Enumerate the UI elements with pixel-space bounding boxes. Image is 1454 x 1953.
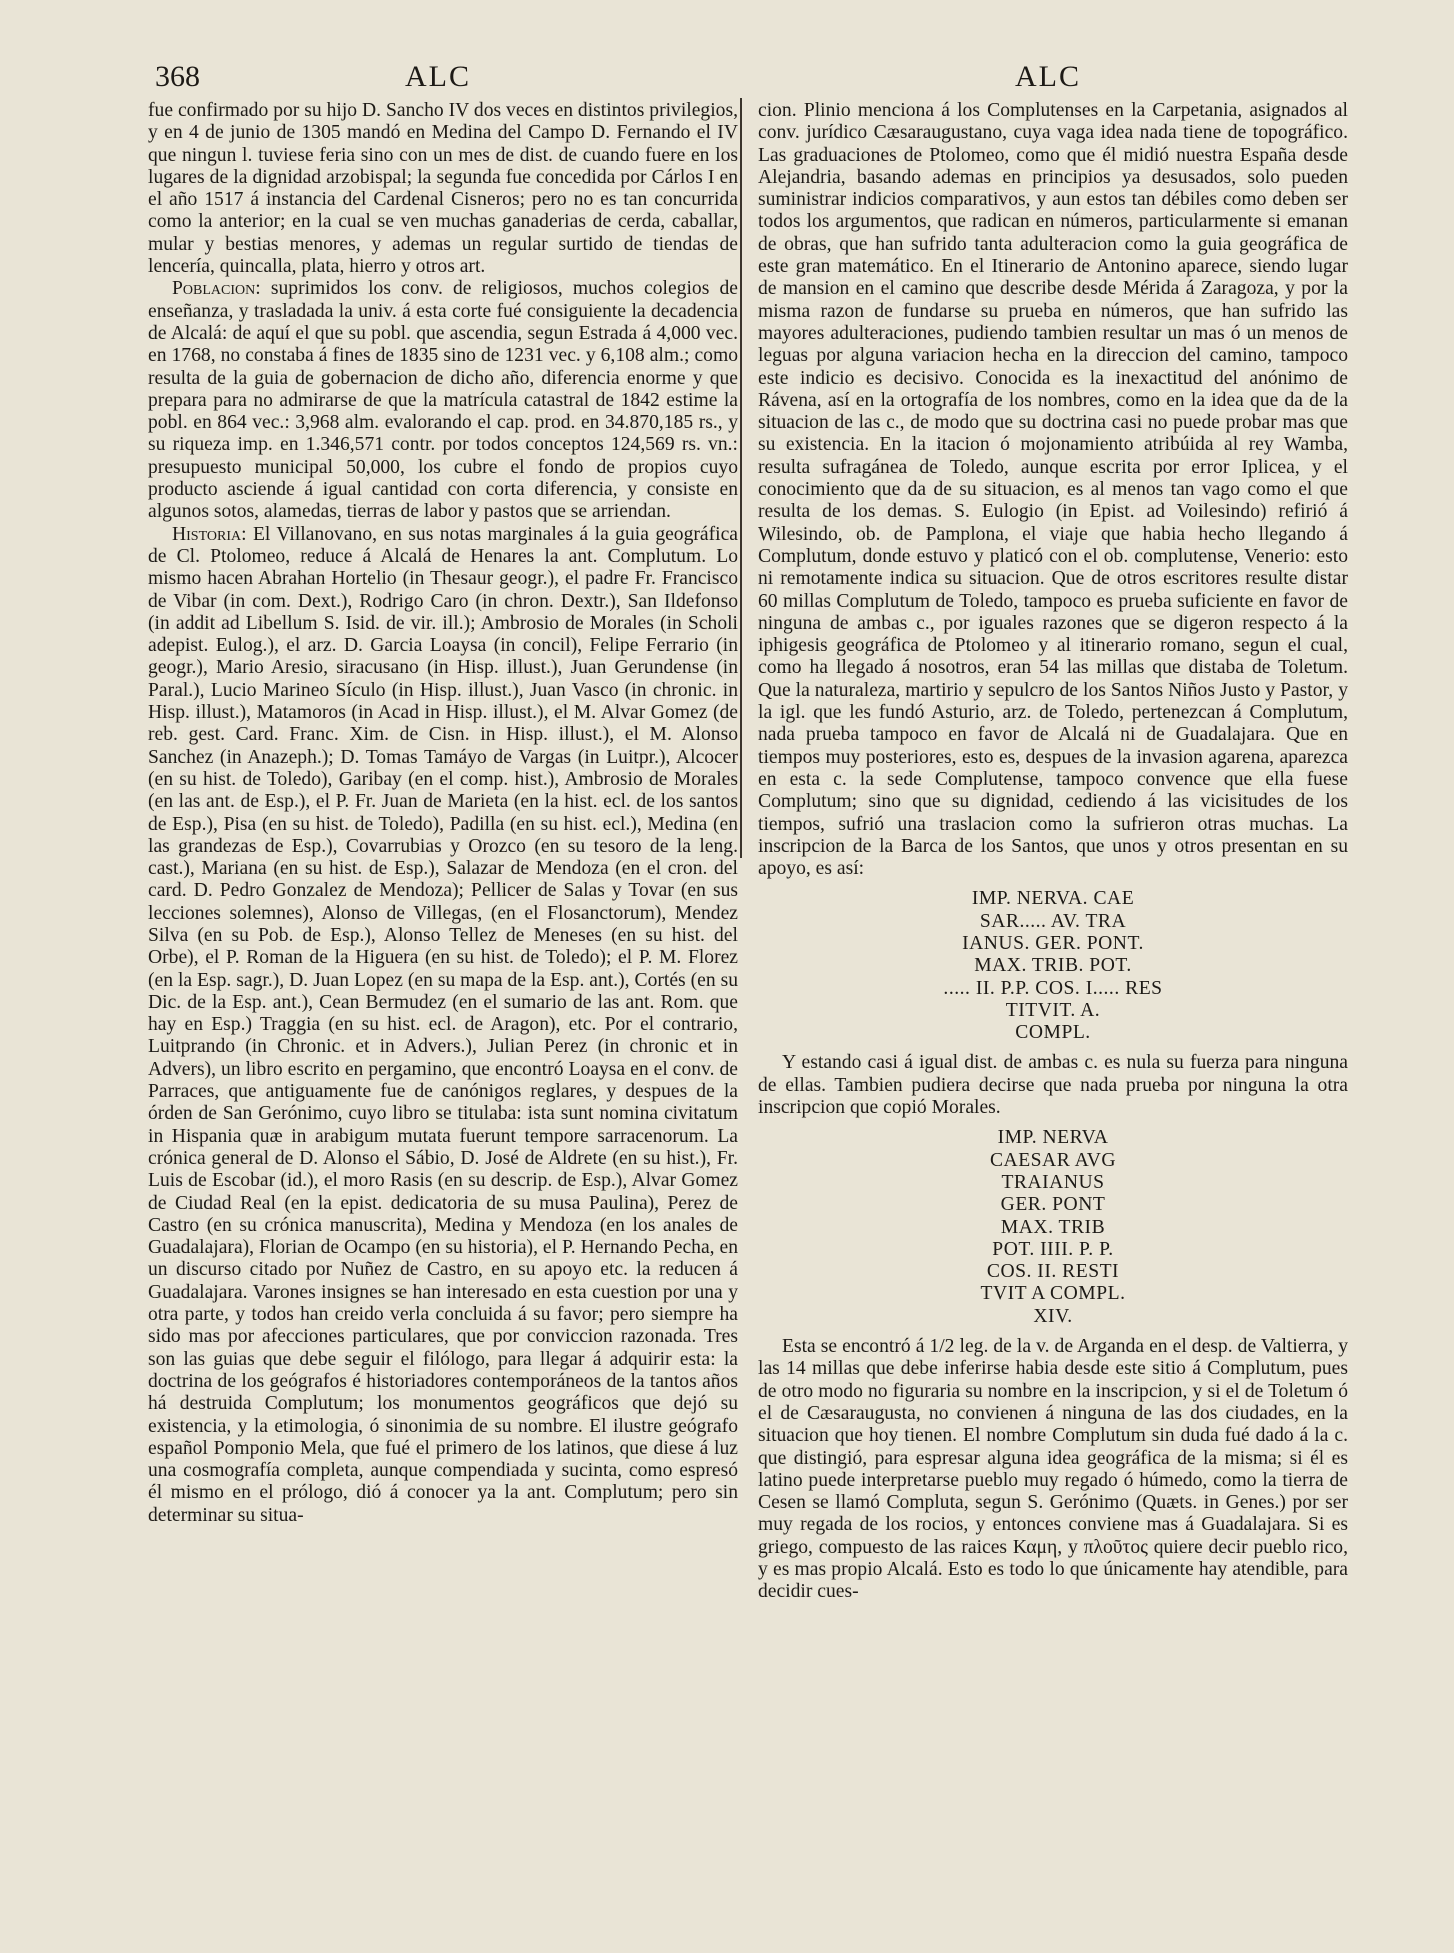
section-label-historia: Historia: — [172, 523, 247, 545]
right-column — [758, 100, 1348, 1860]
inscription-line: TITVIT. A. — [1005, 999, 1101, 1021]
running-head-right: ALC — [1015, 60, 1081, 93]
inscription-line: COMPL. — [1015, 1022, 1091, 1044]
inscription-line: GER. PONT — [1000, 1194, 1106, 1216]
page-header — [155, 60, 1345, 104]
inscription-line: IMP. NERVA — [997, 1127, 1109, 1149]
inscription-line: XIV. — [1033, 1305, 1073, 1327]
inscription-barca — [758, 888, 1348, 1044]
paragraph-poblacion — [148, 278, 738, 523]
paragraph-historia — [148, 524, 738, 1527]
paragraph-situacion: cion. Plinio menciona á los Complutenses en la Carpetania, asignados al conv. jurídico Cæsaraugustano, cuya vaga idea nada tiene de topográfico. Las graduaciones de Ptolomeo, como que él midió nuestra España desde Alejandria, basando ademas en principios ya desusados, solo pueden suministrar indicios comparativos, y aun estos tan débiles como deben ser todos los argumentos, que radican en números, particularmente si emanan de obras, que han sufrido tanta adulteracion como la guia geográfica de este gran matemático. En el Itinerario de Antonino aparece, siendo lugar de mansion en el camino que describe desde Mérida á Zaragoza, y por la misma razon de fundarse su prueba en números, que han sufrido las mayores adulteraciones, pudiendo tambien resultar un mas ó un menos de leguas por alguna variacion hecha en la direccion del camino, tampoco este indicio es decisivo. Conocida es la inexactitud del anónimo de Rávena, así en la ortografía de los nombres, como en la idea que da de la situacion de las c., de modo que su doctrina casi no puede probar mas que su existencia. En la itacion ó mojonamiento atribúida al rey Wamba, resulta sufragánea de Toledo, aunque escrita por error Iplicea, y el conocimiento que da de su situacion, es al menos tan vago como el que resulta de los demas. S. Eulogio (in Epist. ad Voilesindo) refirió á Wilesindo, ob. de Pamplona, el viaje que habia hecho llegando á Complutum, donde estuvo y platicó con el ob. complutense, Venerio: esto ni remotamente indica su situacion. Que de otros escritores resulte distar 60 millas Complutum de Toledo, tampoco es prueba suficiente en favor de ninguna de ambas c., por iguales razones que se digeron respecto á la iphigesis geográfica de Ptolomeo y al itinerario romano, segun el cual, como ha llegado á nosotros, eran 54 las millas que distaba de Toletum. Que la naturaleza, martirio y sepulcro de los Santos Niños Justo y Pastor, y la igl. que les fundó Asturio, arz. de Toledo, pertenezcan á Complutum, nada prueba tampoco en favor de Alcalá ni de Guadalajara. Que en tiempos muy posteriores, esto es, despues de la invasion agarena, aparezca en esta c. la sede Complutense, tampoco convence que ella fuese Complutum; sino que su dignidad, cediendo á las vicisitudes de los tiempos, sufrió una traslacion como la sufrieron otras muchas. La inscripcion de la Barca de los Santos, que unos y otros presentan en su apoyo, es así: — [758, 100, 1348, 880]
inscription-line: COS. II. RESTI — [986, 1261, 1120, 1283]
inscription-line: IMP. NERVA. CAE — [971, 888, 1135, 910]
left-column — [148, 100, 738, 1860]
page-number: 368 — [155, 60, 200, 93]
inscription-line: POT. IIII. P. P. — [992, 1238, 1114, 1260]
inscription-line: MAX. TRIB — [1000, 1216, 1106, 1238]
running-head-left: ALC — [405, 60, 471, 93]
inscription-line: TVIT A COMPL. — [980, 1283, 1126, 1305]
section-label-poblacion: Poblacion: — [172, 278, 261, 300]
paragraph-dist: Y estando casi á igual dist. de ambas c. es nula su fuerza para ninguna de ellas. Tambien pudiera decirse que nada prueba por ninguna la otra inscripcion que copió Morales. — [758, 1052, 1348, 1119]
inscription-line: SAR..... AV. TRA — [979, 910, 1127, 932]
inscription-morales — [758, 1127, 1348, 1328]
paragraph-arganda: Esta se encontró á 1/2 leg. de la v. de Arganda en el desp. de Valtierra, y las 14 millas que debe inferirse habia desde este sitio á Complutum, pues de otro modo no figuraria su nombre en la inscripcion, y si el de Toletum ó el de Cæsaraugusta, no convienen á ninguna de las dos ciudades, en la situacion que hoy tienen. El nombre Complutum sin duda fué dado á la c. que distingió, para espresar alguna idea geográfica de la misma; si él es latino puede interpretarse pueblo muy regado ó húmedo, como la tierra de Cesen se llamó Compluta, segun S. Gerónimo (Quæts. in Genes.) por ser muy regada de los rocios, y entonces conviene mas á Guadalajara. Si es griego, compuesto de las raices Καμη, y πλοῦτος quiere decir pueblo rico, y es mas propio Alcalá. Esto es todo lo que únicamente hay atendible, para decidir cues- — [758, 1336, 1348, 1603]
inscription-line: ..... II. P.P. COS. I..... RES — [943, 977, 1163, 999]
historia-text: El Villanovano, en sus notas marginales á la guia geográfica de Cl. Ptolomeo, reduce á Alcalá de Henares la ant. Complutum. Lo mismo hacen Abrahan Hortelio (in Thesaur geogr.), el padre Fr. Francisco de Vibar (in com. Dext.), Rodrigo Caro (in chron. Dextr.), San Ildefonso (in addit ad Libellum S. Isid. de vir. ill.); Ambrosio de Morales (in Scholi adepist. Eulog.), el arz. D. Garcia Loaysa (in concil), Felipe Ferrario (in geogr.), Mario Aresio, siracusano (in Hisp. illust.), Juan Gerundense (in Paral.), Lucio Marineo Sículo (in Hisp. illust.), Juan Vasco (in chronic. in Hisp. illust.), Matamoros (in Acad in Hisp. illust.), el M. Alvar Gomez (de reb. gest. Card. Franc. Xim. de Cisn. in Hisp. illust.), el M. Alonso Sanchez (in Anazeph.); D. Tomas Tamáyo de Vargas (in Luitpr.), Alcocer (en su hist. de Toledo), Garibay (en el comp. hist.), Ambrosio de Morales (en las ant. de Esp.), el P. Fr. Juan de Marieta (en la hist. ecl. de los santos de Esp.), Pisa (en su hist. de Toledo), Padilla (en su hist. ecl.), Medina (en las grandezas de Esp.), Covarrubias y Orozco (en su tesoro de la leng. cast.), Mariana (en su hist. de Esp.), Salazar de Mendoza (en el cron. del card. D. Pedro Gonzalez de Mendoza); Pellicer de Salas y Tovar (en sus lecciones solemnes), Alonso de Villegas, (en el Flosanctorum), Mendez Silva (en su Pob. de Esp.), Alonso Tellez de Meneses (en su hist. del Orbe), el P. Roman de la Higuera (en su hist. de Toledo); el P. M. Florez (en la Esp. sagr.), D. Juan Lopez (en su mapa de la Esp. ant.), Cortés (en su Dic. de la Esp. ant.), Cean Bermudez (en el sumario de las ant. Rom. que hay en Esp.) Traggia (en su hist. ecl. de Aragon), etc. Por el contrario, Luitprando (in Chronic. et in Advers.), Julian Perez (in chronic et in Advers), un libro escrito en pergamino, que encontró Loaysa en el conv. de Parraces, que antiguamente fue de canónigos reglares, y despues de la órden de San Gerónimo, cuyo libro se titulaba: ista sunt nomina civitatum in Hispania quæ in arabigum mutata fuerunt tempore sarracenorum. La crónica general de D. Alonso el Sábio, D. José de Aldrete (en su hist.), Fr. Luis de Escobar (id.), el moro Rasis (en su descrip. de Esp.), Alvar Gomez de Ciudad Real (en la epist. dedicatoria de su musa Paulina), Perez de Castro (en su crónica manuscrita), Medina y Mendoza (en los anales de Guadalajara), Florian de Ocampo (en su historia), el P. Hernando Pecha, en un discurso citado por Nuñez de Castro, en su apoyo etc. la reducen á Guadalajara. Varones insignes se han interesado en esta cuestion por una y otra parte, y todos han creido verla concluida á su favor; pero siempre ha sido mas por afecciones particulares, que por conviccion razonada. Tres son las guias que debe seguir el filólogo, para llegar á adquirir esta: la doctrina de los geógrafos é historiadores contemporáneos de la tantos años há destruida Complutum; los monumentos geográficos que dejó su existencia, y la etimologia, ó sinonimia de su nombre. El ilustre geógrafo español Pomponio Mela, que fué el primero de los latinos, que diese á luz una cosmografía completa, aunque compendiada y sucinta, como espresó él mismo en el prólogo, dió á conocer ya la ant. Complutum; pero sin determinar su situa- — [148, 523, 738, 1526]
inscription-line: TRAIANUS — [1001, 1171, 1105, 1193]
column-divider — [740, 98, 742, 858]
inscription-line: IANUS. GER. PONT. — [962, 932, 1144, 954]
paragraph-continuation: fue confirmado por su hijo D. Sancho IV dos veces en distintos privilegios, y en 4 de junio de 1305 mandó en Medina del Campo D. Fernando el IV que ningun l. tuviese feria sino con un mes de dist. de cuando fuere en los lugares de la dignidad arzobispal; la segunda fue concedida por Cárlos I en el año 1517 á instancia del Cardenal Cisneros; pero no es tan concurrida como la anterior; en la cual se ven muchas ganaderias de cerda, caballar, mular y bestias menores, y ademas un regular surtido de tiendas de lencería, quincalla, plata, hierro y otros art. — [148, 100, 738, 278]
inscription-line: CAESAR AVG — [989, 1149, 1117, 1171]
poblacion-text: suprimidos los conv. de religiosos, muchos colegios de enseñanza, y trasladada la univ. á esta corte fué consiguiente la decadencia de Alcalá: de aquí el que su pobl. que ascendia, segun Estrada á 4,000 vec. en 1768, no constaba á fines de 1835 sino de 1231 vec. y 6,108 alm.; como resulta de la guia de gobernacion de dicho año, diferencia enorme y que prepara para no admirarse de que la matrícula catastral de 1842 estime la pobl. en 864 vec.: 3,968 alm. evalorando el cap. prod. en 34.870,185 rs., y su riqueza imp. en 1.346,571 contr. por todos conceptos 124,569 rs. vn.: presupuesto municipal 50,000, los cubre el fondo de propios cuyo producto asciende á igual cantidad con corta diferencia, y consiste en algunos sotos, alamedas, tierras de labor y pastos que se arriendan. — [148, 278, 738, 523]
inscription-line: MAX. TRIB. POT. — [974, 955, 1132, 977]
